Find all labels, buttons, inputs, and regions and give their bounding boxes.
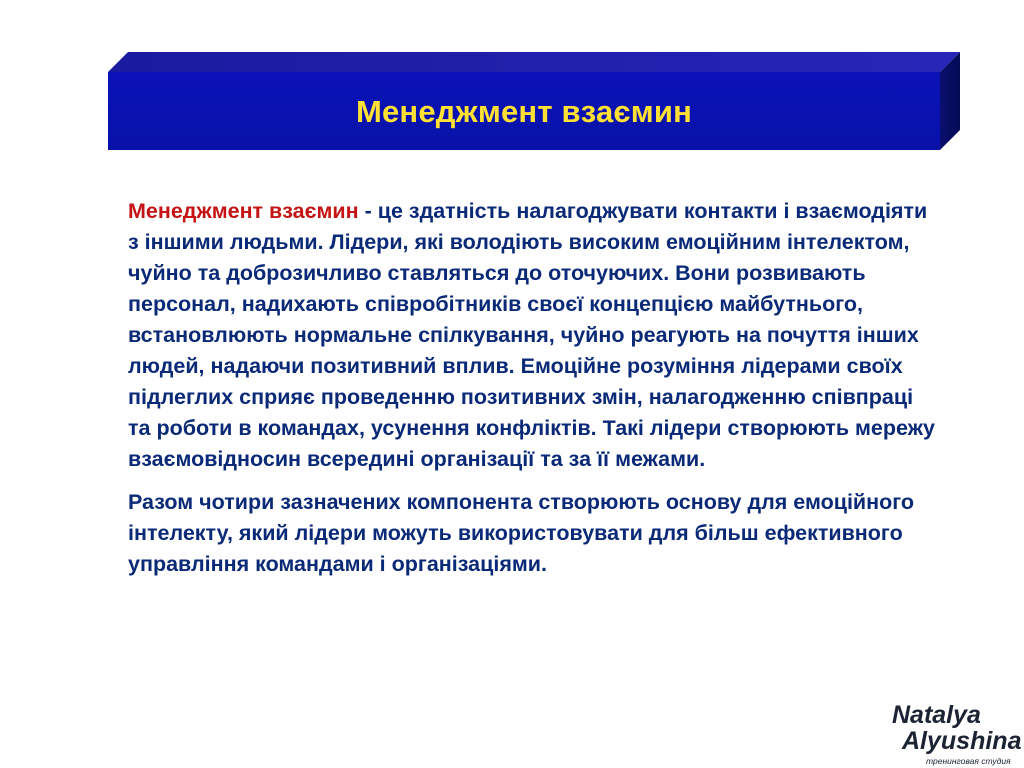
logo-subtitle: тренинговая студия <box>926 756 1011 766</box>
slide-title: Менеджмент взаємин <box>355 94 693 129</box>
paragraph-2: Разом чотири зазначених компонента створюють основу для емоційного інтелекту, який лідери можуть використовувати для більш ефективного управління командами і організаціями. <box>128 490 915 576</box>
body-text <box>128 196 940 592</box>
paragraph-1-text: - це здатність налагоджувати контакти і взаємодіяти з іншими людьми. Лідери, які володіють високим емоційним інтелектом, чуйно та доброзичливо ставляться до оточуючих. Вони розвивають персонал, надихають співробітників своєї концепцією майбутнього, встановлюють нормальне спілкування, чуйно реагують на почуття інших людей, надаючи позитивний вплив. Емоційне розуміння лідерами своїх підлеглих сприяє проведенню позитивних змін, налагодженню співпраці та роботи в командах, усунення конфліктів. Такі лідери створюють мережу взаємовідносин всередині організації та за її межами. <box>128 199 935 471</box>
title-banner <box>108 52 960 150</box>
logo <box>888 700 1020 768</box>
logo-line-2: Alyushina <box>902 727 1022 755</box>
paragraph-1 <box>128 196 940 475</box>
logo-line-1: Natalya <box>892 701 981 729</box>
term-highlight: Менеджмент взаємин <box>128 199 359 223</box>
